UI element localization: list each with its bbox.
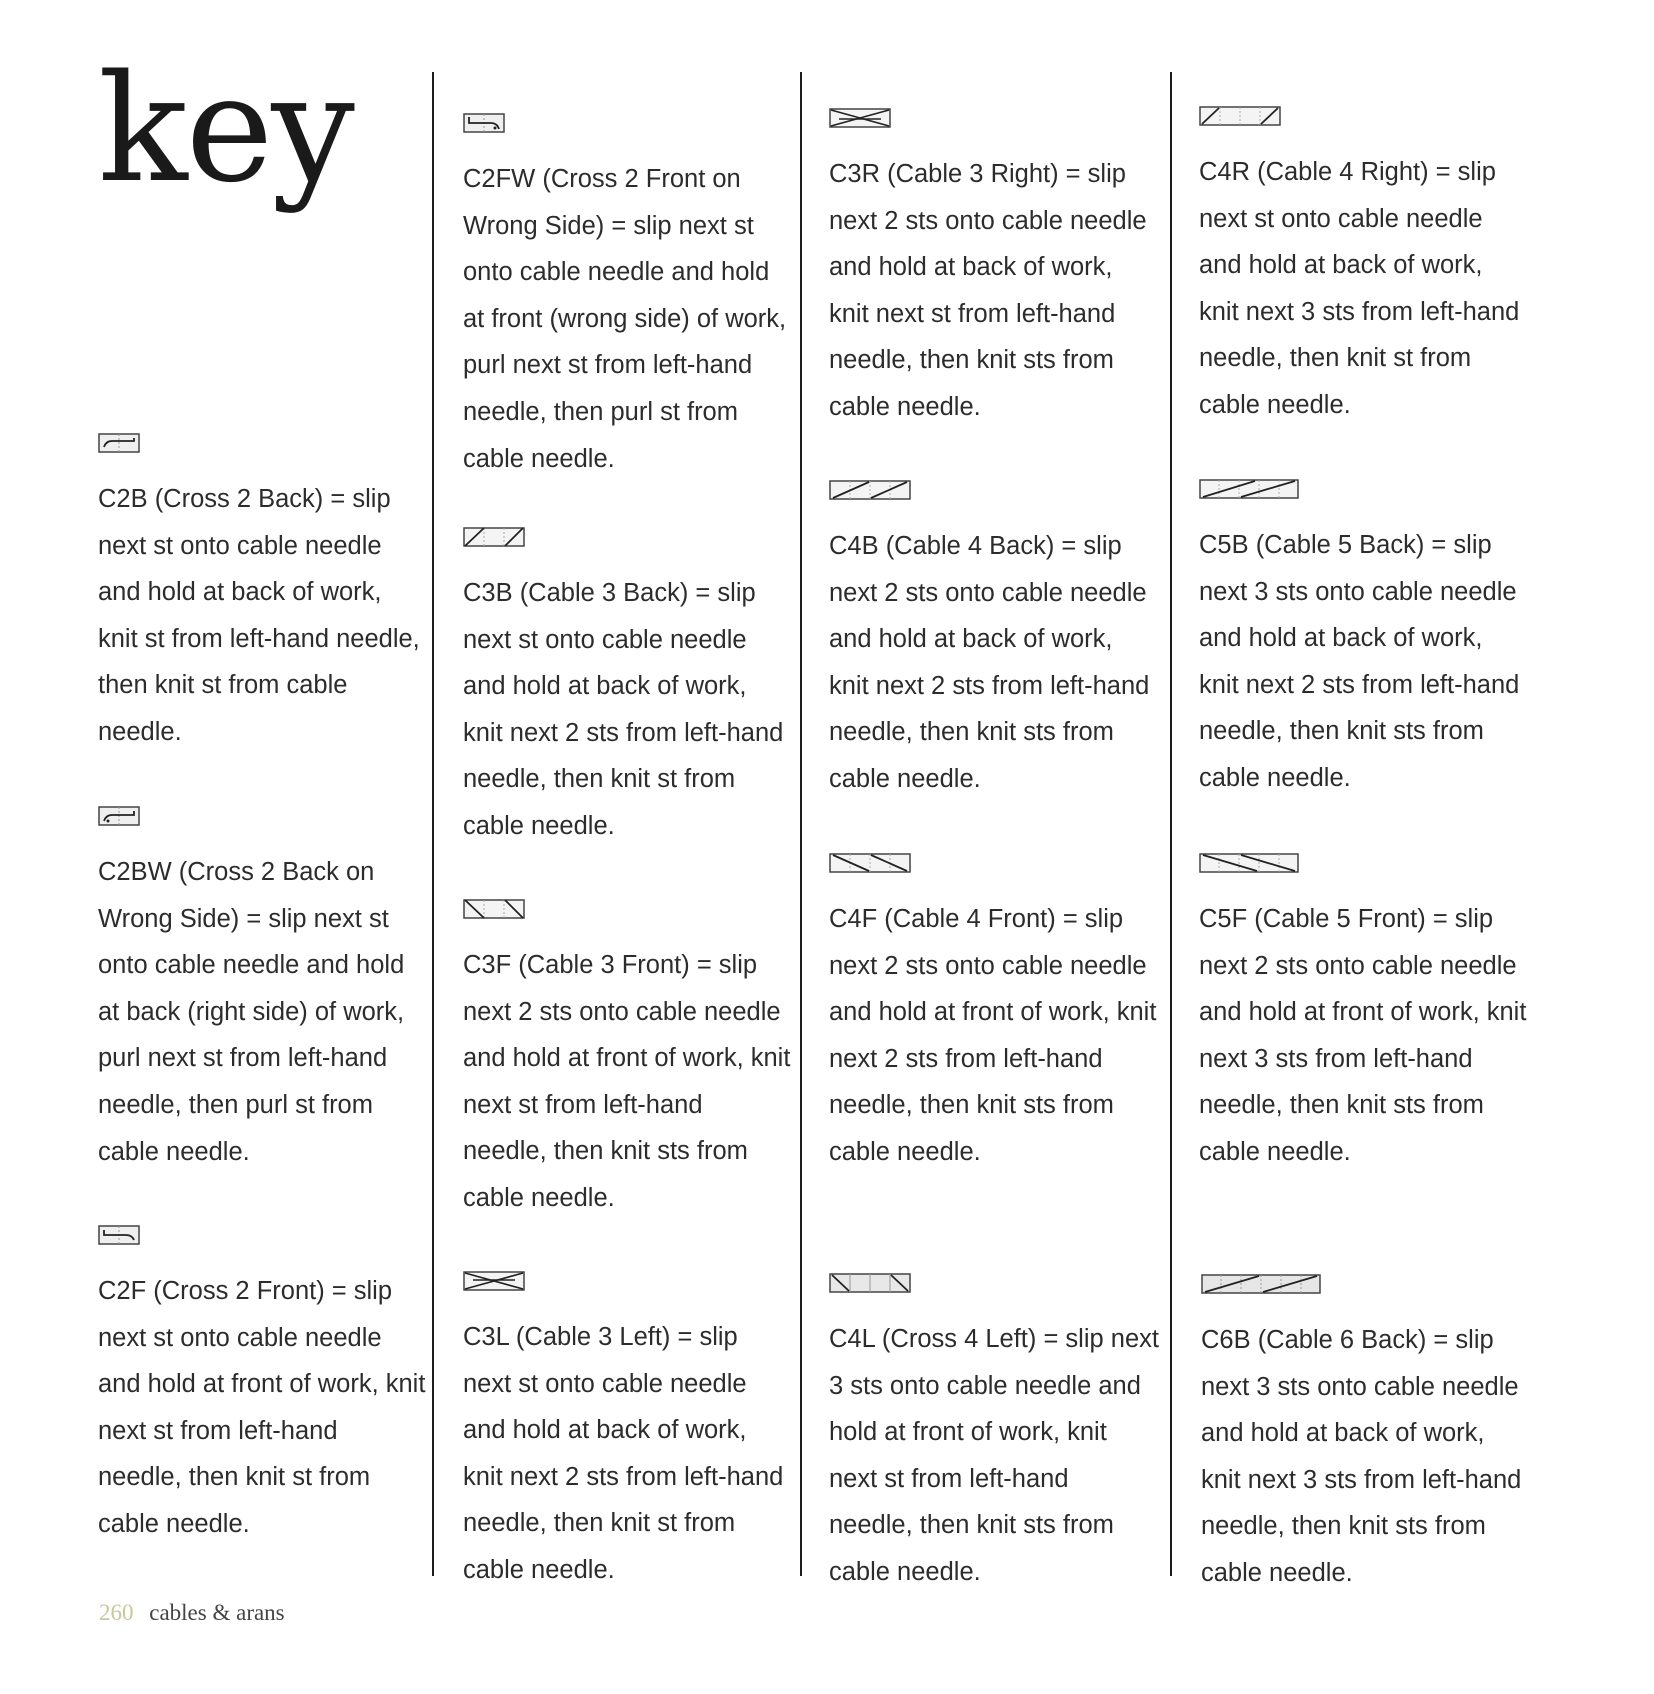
c4f-symbol [829,852,1159,874]
c2b-description: C2B (Cross 2 Back) = slip next st onto cable needle and hold at back of work, knit st from left-hand needle, then knit st from cable needle. [98,485,420,746]
key-entry-c3f [463,898,793,1222]
key-entry-c3b [463,526,793,850]
c6b-description: C6B (Cable 6 Back) = slip next 3 sts onto cable needle and hold at back of work, knit next 3 sts from left-hand needle, then knit sts from cable needle. [1201,1326,1522,1587]
c5b-symbol [1199,478,1529,500]
c6b-symbol [1201,1273,1531,1295]
page-number: 260 [99,1600,134,1625]
column-divider [800,72,802,1576]
c3f-symbol [463,898,793,920]
c2f-description: C2F (Cross 2 Front) = slip next st onto cable needle and hold at front of work, knit next st from left-hand needle, then knit st from cable needle. [98,1277,426,1538]
c5f-symbol [1199,852,1529,874]
c3b-description: C3B (Cable 3 Back) = slip next st onto cable needle and hold at back of work, knit next 2 sts from left-hand needle, then knit st from cable needle. [463,579,784,840]
c4b-description: C4B (Cable 4 Back) = slip next 2 sts onto cable needle and hold at back of work, knit next 2 sts from left-hand needle, then knit sts from cable needle. [829,532,1150,793]
c4l-symbol [829,1272,1159,1294]
key-entry-c4f [829,852,1159,1176]
key-entry-c2b [98,432,428,756]
key-entry-c4l [829,1272,1159,1596]
c3l-description: C3L (Cable 3 Left) = slip next st onto cable needle and hold at back of work, knit next 2 sts from left-hand needle, then knit st from cable needle. [463,1323,784,1584]
key-entry-c6b [1201,1273,1531,1597]
key-entry-c3l [463,1270,793,1594]
key-entry-c4b [829,479,1159,803]
column-divider [1170,72,1172,1576]
column-divider [432,72,434,1576]
key-entry-c2fw [463,112,793,482]
key-entry-c3r [829,107,1159,431]
c2fw-symbol [463,112,793,134]
c3r-symbol [829,107,1159,129]
key-entry-c5f [1199,852,1529,1176]
c3f-description: C3F (Cable 3 Front) = slip next 2 sts onto cable needle and hold at front of work, knit next st from left-hand needle, then knit sts from cable needle. [463,951,791,1212]
key-entry-c2bw [98,805,428,1175]
c5f-description: C5F (Cable 5 Front) = slip next 2 sts onto cable needle and hold at front of work, knit next 3 sts from left-hand needle, then knit sts from cable needle. [1199,905,1527,1166]
key-entry-c5b [1199,478,1529,802]
c2f-symbol [98,1224,428,1246]
c3r-description: C3R (Cable 3 Right) = slip next 2 sts onto cable needle and hold at back of work, knit next st from left-hand needle, then knit sts from cable needle. [829,160,1147,421]
c3l-symbol [463,1270,793,1292]
c2fw-description: C2FW (Cross 2 Front on Wrong Side) = slip next st onto cable needle and hold at front (wrong side) of work, purl next st from left-hand needle, then purl st from cable needle. [463,165,787,473]
c4f-description: C4F (Cable 4 Front) = slip next 2 sts onto cable needle and hold at front of work, knit next 2 sts from left-hand needle, then knit sts from cable needle. [829,905,1157,1166]
c4r-symbol [1199,105,1529,127]
key-entry-c2f [98,1224,428,1548]
c2bw-symbol [98,805,428,827]
page-title: key [98,43,353,215]
key-entry-c4r [1199,105,1529,429]
section-name: cables & arans [149,1600,285,1625]
c5b-description: C5B (Cable 5 Back) = slip next 3 sts onto cable needle and hold at back of work, knit next 2 sts from left-hand needle, then knit sts from cable needle. [1199,531,1520,792]
c2bw-description: C2BW (Cross 2 Back on Wrong Side) = slip next st onto cable needle and hold at back (right side) of work, purl next st from left-hand needle, then purl st from cable needle. [98,858,405,1166]
c3b-symbol [463,526,793,548]
c2b-symbol [98,432,428,454]
c4r-description: C4R (Cable 4 Right) = slip next st onto cable needle and hold at back of work, knit next 3 sts from left-hand needle, then knit st from cable needle. [1199,158,1520,419]
page-footer [99,1600,285,1626]
c4b-symbol [829,479,1159,501]
c4l-description: C4L (Cross 4 Left) = slip next 3 sts onto cable needle and hold at front of work, knit next st from left-hand needle, then knit sts from cable needle. [829,1325,1159,1586]
